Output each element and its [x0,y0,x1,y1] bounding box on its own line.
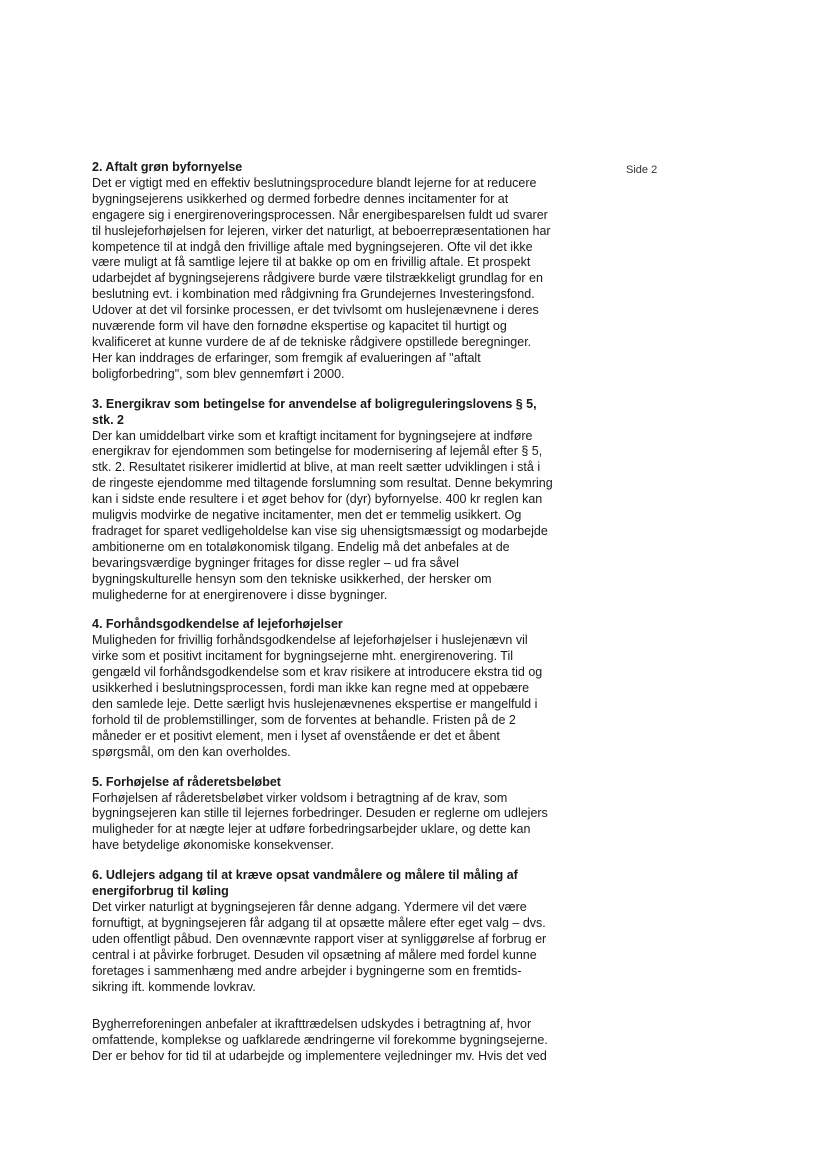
section-body: Muligheden for frivillig forhåndsgodkendelse af lejeforhøjelser i huslejenævn vil virke som et positivt incitament for bygningsejerne mht. energirenovering. Til gengæld vil forhåndsgodkendelse som et krav risikere at introducere ekstra tid og usikkerhed i beslutningsprocessen, fordi man ikke kan regne med at oppebære den samlede leje. Dette særligt hvis huslejenævnenes ekspertise er mangelfuld i forhold til de problemstillinger, som de forventes at behandle. Fristen på de 2 måneder er et positivt element, men i lyset af ovenstående er det et åbent spørgsmål, om den kan overholdes. [92,633,543,759]
section-heading: 5. Forhøjelse af råderetsbeløbet [92,774,281,789]
section-body: Det virker naturligt at bygningsejeren får denne adgang. Ydermere vil det være fornuftigt, at bygningsejeren får adgang til at opsætte målere efter eget valg – dvs. uden offentligt påbud. Den ovennævnte rapport viser at synliggørelse af forbrug er central i at påvirke forbruget. Desuden vil opsætning af målere med fordel kunne foretages i sammenhæng med andre arbejder i bygningerne som en fremtids- sikring ift. kommende lovkrav. [92,899,547,994]
section-aftalt-gron-byfornyelse [92,160,592,383]
section-heading: 3. Energikrav som betingelse for anvendelse af boligreguleringslovens § 5, stk. 2 [92,396,537,427]
section-raderetsbelob [92,775,592,855]
section-heading: 2. Aftalt grøn byfornyelse [92,160,243,174]
closing-paragraph: Bygherreforeningen anbefaler at ikrafttrædelsen udskydes i betragtning af, hvor omfattende, komplekse og uafklarede ændringerne vil forekomme bygningsejerne. Der er behov for tid til at udarbejde og implementere vejledninger mv. Hvis det ved [92,1017,548,1064]
section-body: Forhøjelsen af råderetsbeløbet virker voldsom i betragtning af de krav, som bygningsejeren kan stille til lejernes forbedringer. Desuden er reglerne om udlejers muligheder for at nægte lejer at udføre forbedringsarbejder uklare, og dette kan have betydelige økonomiske konsekvenser. [92,790,548,853]
section-vandmalere [92,868,592,995]
section-body: Det er vigtigt med en effektiv beslutningsprocedure blandt lejerne for at reducere bygningsejerens usikkerhed og dermed forbedre dennes incitamenter for at engagere sig i energirenoveringsprocessen. Når energibesparelsen fuldt ud svarer til huslejeforhøjelsen for lejeren, virker det naturligt, at beboerrepræsentationen har kompetence til at indgå den frivillige aftale med bygningsejeren. Ofte vil det ikke være muligt at få samtlige lejere til at bakke op om en frivillig aftale. Et prospekt udarbejdet af bygningsejerens rådgivere burde være tilstrækkeligt grundlag for en beslutning evt. i kombination med rådgivning fra Grundejernes Investeringsfond. Udover at det vil forsinke processen, er det tvivlsomt om huslejenævnene i deres nuværende form vil have den fornødne ekspertise og kapacitet til hurtigt og kvalificeret at kunne vurdere de af de tekniske rådgivere opstillede beregninger. Her kan inddrages de erfaringer, som fremgik af evalueringen af "aftalt boligforbedring", som blev gennemført i 2000. [92,175,551,381]
section-heading: 6. Udlejers adgang til at kræve opsat vandmålere og målere til måling af energiforbrug til køling [92,868,518,899]
page-number: Side 2 [626,164,658,176]
section-heading: 4. Forhåndsgodkendelse af lejeforhøjelser [92,617,343,632]
document-body [92,160,592,1065]
section-energikrav [92,397,592,604]
section-body: Der kan umiddelbart virke som et kraftigt incitament for bygningsejere at indføre energikrav for ejendommen som betingelse for modernisering af lejemål efter § 5, stk. 2. Resultatet risikerer imidlertid at blive, at man reelt sætter udviklingen i stå i de ringeste ejendomme med tiltagende forslumning som resultat. Denne bekymring kan i sidste ende resultere i et øget behov for (dyr) byfornyelse. 400 kr reglen kan muligvis modvirke de negative incitamenter, men det er temmelig usikkert. Og fradraget for sparet vedligeholdelse kan vise sig uhensigtsmæssigt og modarbejde ambitionerne om en totaløkonomisk tilgang. Endelig må det anbefales at de bevaringsværdige bygninger fritages for disse regler – ud fra såvel bygningskulturelle hensyn som den tekniske usikkerhed, der hersker om mulighederne for at energirenovere i disse bygninger. [92,428,553,602]
section-forhandsgodkendelse [92,617,592,760]
